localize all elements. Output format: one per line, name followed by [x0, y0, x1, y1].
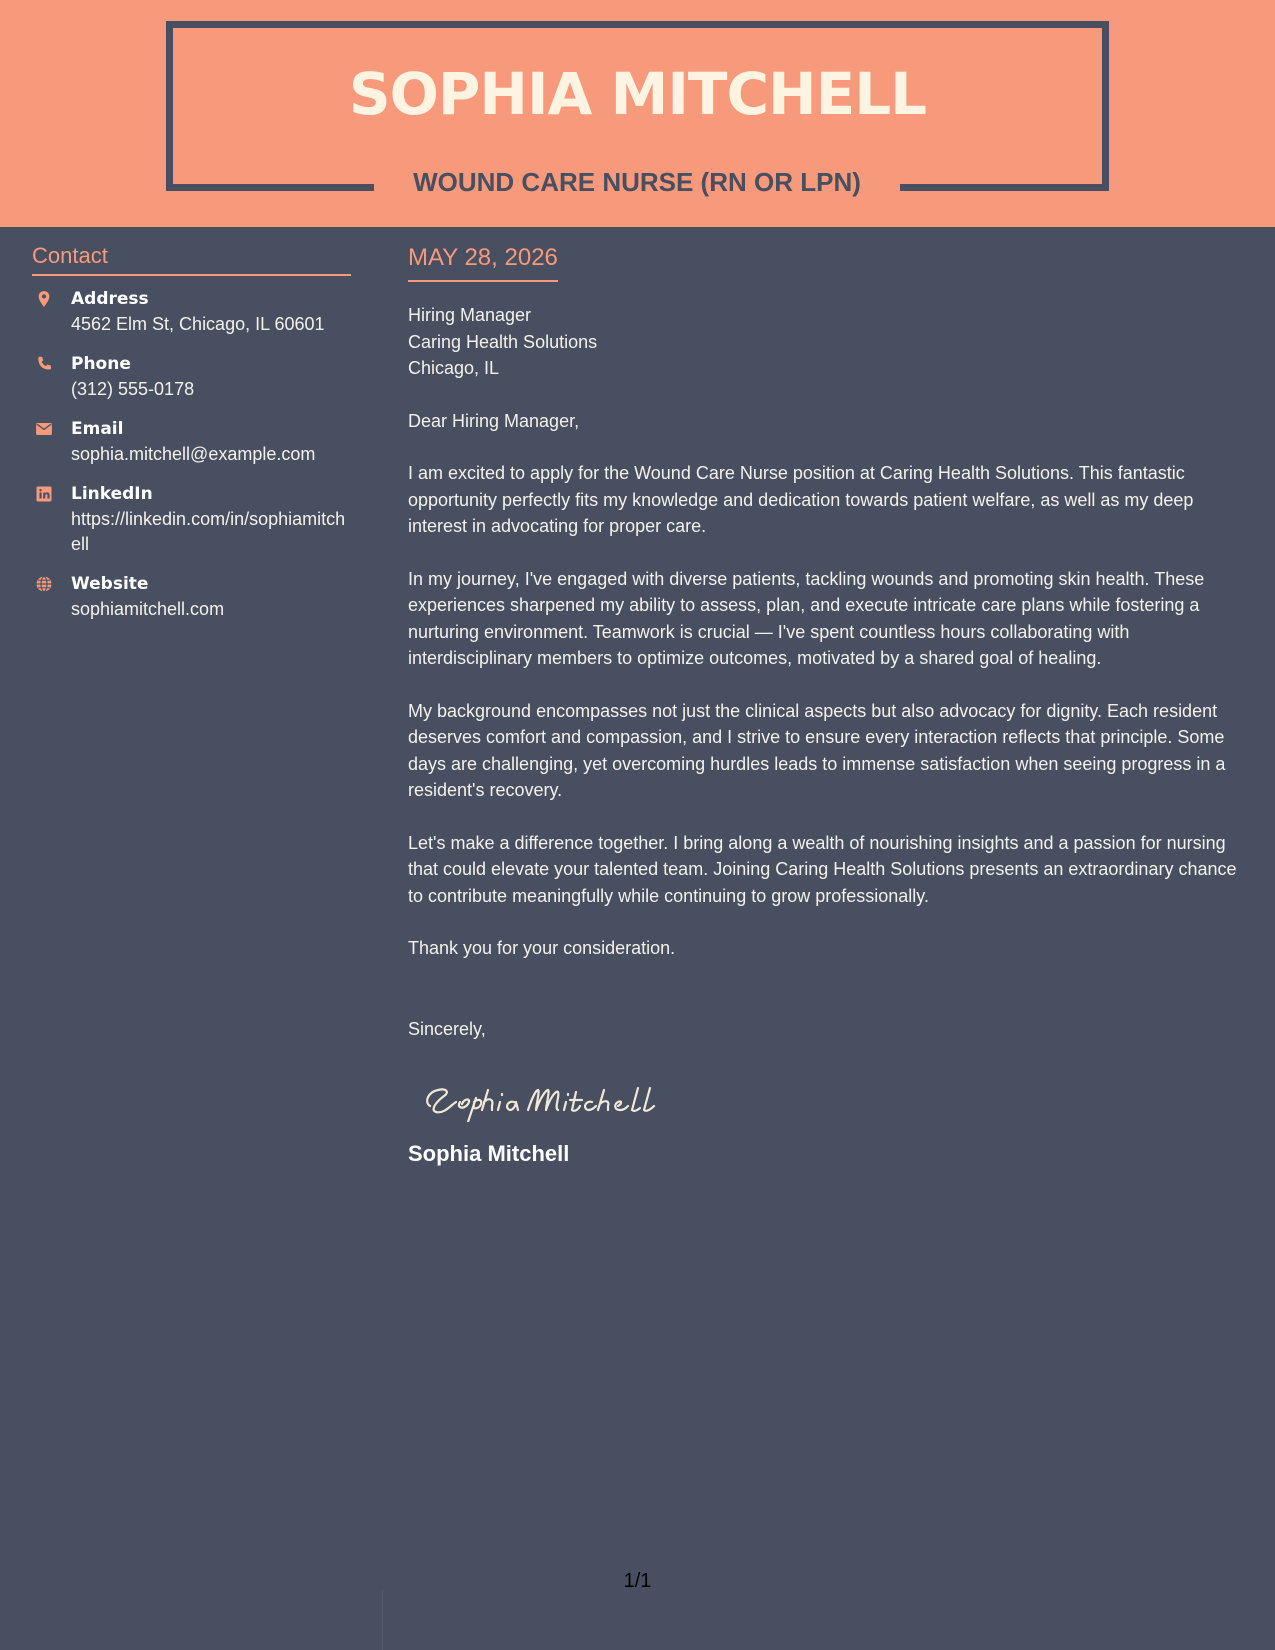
body-paragraph: My background encompasses not just the clinical aspects but also advocacy for dignity. Each resident deserves comfort and compassion, and I strive to ensure every interaction reflects that principle. Some days are challenging, yet overcoming hurdles leads to immense satisfaction when seeing progress in a resident's recovery. [408, 700, 1226, 800]
contact-label: LinkedIn [71, 484, 153, 504]
salutation: Dear Hiring Manager, [408, 410, 580, 431]
signature-image [416, 1062, 666, 1122]
header-banner [0, 0, 1275, 227]
email-value: sophia.mitchell@example.com [71, 444, 316, 464]
contact-website [32, 573, 351, 622]
body-paragraph: Let's make a difference together. I bring along a wealth of nourishing insights and a passion for nursing that could elevate your talented team. Joining Caring Health Solutions presents an extraordinary chance to contribute meaningfully while continuing to grow professionally. [408, 832, 1237, 906]
contact-sidebar [32, 242, 351, 638]
contact-label: Phone [71, 354, 131, 374]
contact-email [32, 418, 351, 467]
contact-address [32, 288, 351, 337]
address-value: 4562 Elm St, Chicago, IL 60601 [71, 314, 325, 334]
closing: Sincerely, [408, 1018, 486, 1039]
globe-icon [35, 575, 53, 593]
body-paragraph: I am excited to apply for the Wound Care Nurse position at Caring Health Solutions. This fantastic opportunity perfectly fits my knowledge and dedication towards patient welfare, as well as my deep interest in advocating for proper care. [408, 463, 1194, 536]
signer-name: Sophia Mitchell [408, 1141, 570, 1166]
recipient-line: Chicago, IL [408, 358, 500, 378]
map-pin-icon [35, 290, 53, 308]
linkedin-icon [35, 485, 53, 503]
contact-phone [32, 353, 351, 402]
contact-linkedin [32, 483, 351, 557]
contact-label: Email [71, 419, 124, 439]
contact-label: Address [71, 289, 149, 309]
letter-date: MAY 28, 2026 [408, 242, 558, 282]
applicant-name: SOPHIA MITCHELL [348, 60, 927, 128]
contact-list [32, 288, 351, 622]
column-divider [382, 1590, 383, 1650]
letter-body [408, 242, 1243, 1167]
recipient-line: Caring Health Solutions [408, 331, 598, 352]
body-paragraph: Thank you for your consideration. [408, 938, 676, 958]
phone-icon [35, 355, 53, 373]
page-number: 1/1 [623, 1570, 652, 1592]
recipient-block [408, 302, 1243, 382]
phone-value: (312) 555-0178 [71, 379, 195, 399]
contact-label: Website [71, 574, 149, 594]
linkedin-value[interactable]: https://linkedin.com/in/sophiamitchell [71, 509, 346, 554]
recipient-line: Hiring Manager [408, 305, 532, 325]
website-value[interactable]: sophiamitchell.com [71, 599, 225, 619]
envelope-icon [35, 420, 53, 438]
job-title: WOUND CARE NURSE (RN OR LPN) [413, 167, 861, 197]
contact-heading: Contact [32, 242, 351, 276]
body-paragraph: In my journey, I've engaged with diverse patients, tackling wounds and promoting skin health. These experiences sharpened my ability to assess, plan, and execute intricate care plans while fostering a nurturing environment. Teamwork is crucial — I've spent countless hours collaborating with interdisciplinary members to optimize outcomes, motivated by a shared goal of healing. [408, 568, 1205, 668]
